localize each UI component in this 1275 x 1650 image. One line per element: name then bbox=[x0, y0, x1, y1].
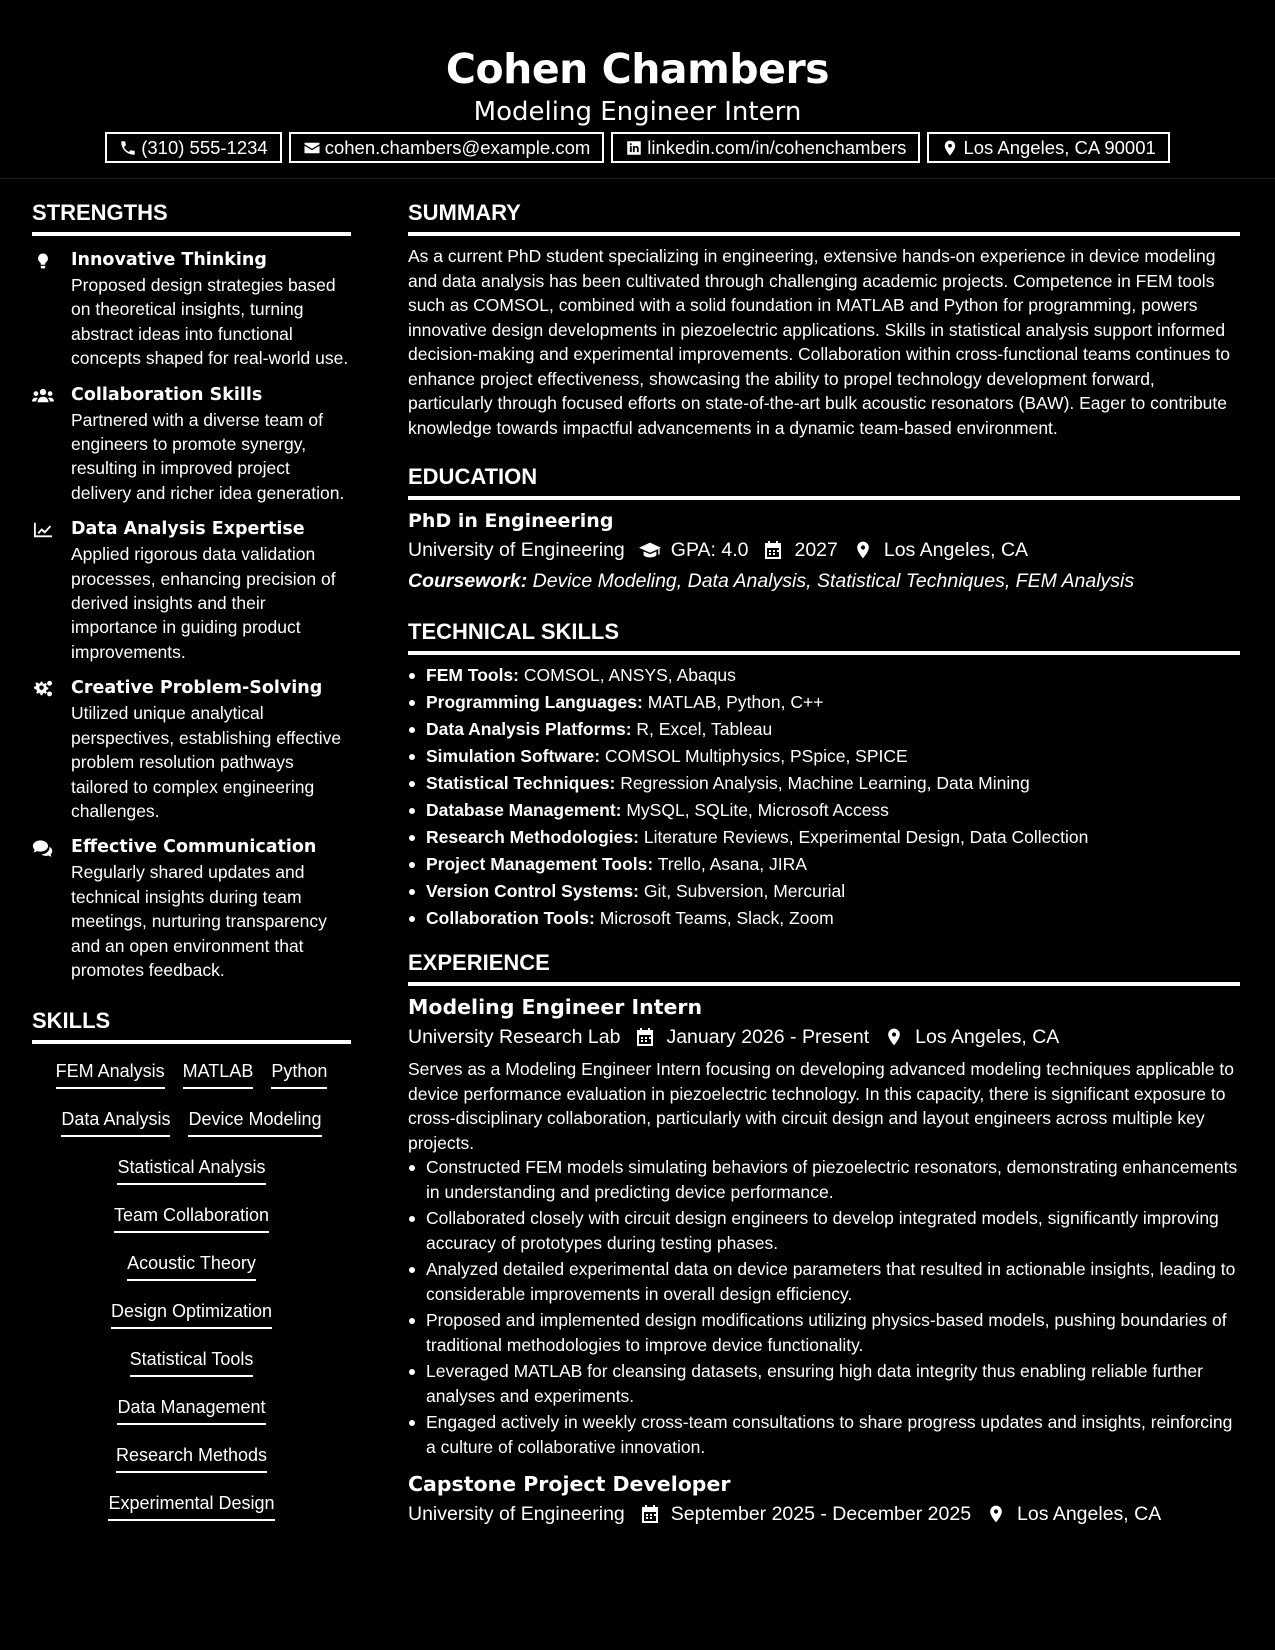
job-title: Modeling Engineer Intern bbox=[408, 995, 703, 1019]
strength-description: Regularly shared updates and technical insights during team meetings, nurturing transparency and an open environment that promotes feedback. bbox=[71, 862, 327, 980]
skills-heading: SKILLS bbox=[32, 1003, 351, 1044]
strength-item bbox=[32, 383, 351, 506]
resume-header bbox=[0, 0, 1275, 179]
right-column bbox=[408, 195, 1240, 1529]
strength-title: Creative Problem-Solving bbox=[71, 678, 323, 699]
candidate-name: Cohen Chambers bbox=[445, 45, 830, 93]
skill-category: FEM Tools: bbox=[426, 665, 519, 685]
skill-values: Git, Subversion, Mercurial bbox=[643, 881, 846, 901]
skill-chip: Team Collaboration bbox=[114, 1198, 269, 1233]
list-item bbox=[408, 878, 1240, 905]
degree-title: PhD in Engineering bbox=[408, 510, 614, 532]
strength-description: Proposed design strategies based on theoretical insights, turning abstract ideas into functional concepts shaped for real-world use. bbox=[71, 275, 349, 369]
skill-chip: Statistical Tools bbox=[130, 1342, 254, 1377]
skill-category: Collaboration Tools: bbox=[426, 908, 595, 928]
job-location: Los Angeles, CA bbox=[1017, 1503, 1162, 1525]
skill-category: Research Methodologies: bbox=[426, 827, 639, 847]
job-dates: September 2025 - December 2025 bbox=[670, 1503, 972, 1525]
strength-item bbox=[32, 835, 351, 982]
job-title: Capstone Project Developer bbox=[408, 1472, 731, 1496]
strength-description: Applied rigorous data validation processes, enhancing precision of derived insights and their importance in guiding product improvements. bbox=[71, 544, 336, 662]
education-location: Los Angeles, CA bbox=[883, 539, 1029, 561]
linkedin-icon bbox=[625, 139, 643, 157]
technical-skills-heading: TECHNICAL SKILLS bbox=[408, 614, 1240, 655]
list-item: Analyzed detailed experimental data on device parameters that resulted in actionable insights, leading to considerable improvements in overall design efficiency. bbox=[408, 1257, 1240, 1306]
list-item bbox=[408, 689, 1240, 716]
calendar-icon bbox=[762, 540, 784, 560]
job-entry bbox=[408, 992, 1240, 1459]
strength-title: Data Analysis Expertise bbox=[71, 519, 305, 540]
job-meta bbox=[408, 1499, 1240, 1529]
skill-chip: Data Management bbox=[117, 1390, 265, 1425]
strength-description: Partnered with a diverse team of engineers to promote synergy, resulting in improved project delivery and richer idea generation. bbox=[71, 409, 345, 503]
skill-category: Simulation Software: bbox=[426, 746, 601, 766]
technical-skills-list bbox=[408, 662, 1240, 932]
contact-email[interactable] bbox=[289, 132, 605, 163]
contact-location[interactable] bbox=[927, 132, 1169, 163]
list-item bbox=[408, 824, 1240, 851]
school-name: University of Engineering bbox=[408, 539, 625, 561]
coursework-list: Device Modeling, Data Analysis, Statistical Techniques, FEM Analysis bbox=[532, 570, 1135, 592]
calendar-icon bbox=[634, 1027, 656, 1047]
list-item: Collaborated closely with circuit design engineers to develop integrated models, significantly improving accuracy of prototypes during testing phases. bbox=[408, 1206, 1240, 1255]
list-item bbox=[408, 662, 1240, 689]
gears-icon bbox=[32, 680, 54, 698]
job-entry bbox=[408, 1469, 1240, 1529]
job-organization: University of Engineering bbox=[408, 1503, 625, 1525]
strength-item bbox=[32, 248, 351, 371]
list-item: Constructed FEM models simulating behaviors of piezoelectric resonators, demonstrating enhancements in understanding and predicting device performance. bbox=[408, 1155, 1240, 1204]
strengths-heading: STRENGTHS bbox=[32, 195, 351, 236]
skill-chips bbox=[32, 1054, 351, 1534]
summary-section bbox=[408, 195, 1240, 440]
job-description: Serves as a Modeling Engineer Intern focusing on developing advanced modeling techniques applicable to device performance evaluation in piezoelectric technology. In this capacity, there is significant exposure to cross-disciplinary collaboration, particularly with circuit design and layout engineers across multiple key projects. bbox=[408, 1059, 1234, 1153]
skill-values: R, Excel, Tableau bbox=[636, 719, 773, 739]
graduation-cap-icon bbox=[639, 540, 661, 560]
contact-phone-text: (310) 555-1234 bbox=[141, 136, 268, 158]
skill-chip: Design Optimization bbox=[111, 1294, 272, 1329]
strength-title: Effective Communication bbox=[71, 837, 317, 858]
skill-category: Database Management: bbox=[426, 800, 622, 820]
coursework-label: Coursework: bbox=[408, 570, 528, 592]
skill-category: Data Analysis Platforms: bbox=[426, 719, 632, 739]
list-item bbox=[408, 905, 1240, 932]
contact-bar bbox=[0, 132, 1275, 163]
skill-values: MySQL, SQLite, Microsoft Access bbox=[626, 800, 889, 820]
graduation-year: 2027 bbox=[794, 539, 838, 561]
list-item bbox=[408, 851, 1240, 878]
job-organization: University Research Lab bbox=[408, 1026, 621, 1048]
line-chart-icon bbox=[32, 521, 54, 539]
calendar-icon bbox=[639, 1504, 661, 1524]
list-item: Proposed and implemented design modifications utilizing physics-based models, pushing boundaries of traditional methodologies to improve device functionality. bbox=[408, 1308, 1240, 1357]
skill-category: Project Management Tools: bbox=[426, 854, 654, 874]
job-location: Los Angeles, CA bbox=[915, 1026, 1060, 1048]
job-meta bbox=[408, 1022, 1240, 1052]
skill-chip: FEM Analysis bbox=[56, 1054, 165, 1089]
skill-category: Version Control Systems: bbox=[426, 881, 639, 901]
phone-icon bbox=[119, 139, 137, 157]
strength-description: Utilized unique analytical perspectives, establishing effective problem resolution pathways tailored to complex engineering challenges. bbox=[71, 703, 342, 821]
users-icon bbox=[32, 387, 54, 405]
summary-text: As a current PhD student specializing in engineering, extensive hands-on experience in device modeling and data analysis has been cultivated through challenging academic projects. Competence in FEM tools such as COMSOL, combined with a solid foundation in MATLAB and Python for programming, powers innovative design developments in piezoelectric applications. Skills in statistical analysis support informed decision-making and experimental improvements. Collaboration within cross-functional teams continues to enhance project effectiveness, showcasing the ability to propel technology development forward, particularly through focused efforts on state-of-the-art bulk acoustic resonators (BAW). Eager to contribute knowledge towards impactful advancements in a dynamic team-based environment. bbox=[408, 246, 1230, 438]
skill-values: COMSOL Multiphysics, PSpice, SPICE bbox=[604, 746, 908, 766]
list-item: Engaged actively in weekly cross-team consultations to share progress updates and insights, reinforcing a culture of collaborative innovation. bbox=[408, 1410, 1240, 1459]
experience-heading: EXPERIENCE bbox=[408, 945, 1240, 986]
experience-section bbox=[408, 945, 1240, 1529]
list-item bbox=[408, 716, 1240, 743]
strengths-section bbox=[32, 195, 351, 982]
strength-item bbox=[32, 676, 351, 823]
contact-phone[interactable] bbox=[105, 132, 282, 163]
skill-chip: Research Methods bbox=[116, 1438, 267, 1473]
job-dates: January 2026 - Present bbox=[666, 1026, 870, 1048]
contact-linkedin-text: linkedin.com/in/cohenchambers bbox=[647, 136, 907, 158]
skill-category: Statistical Techniques: bbox=[426, 773, 616, 793]
skill-chip: MATLAB bbox=[183, 1054, 254, 1089]
left-column bbox=[32, 195, 351, 1534]
skill-values: Regression Analysis, Machine Learning, Data Mining bbox=[620, 773, 1030, 793]
education-heading: EDUCATION bbox=[408, 459, 1240, 500]
list-item: Leveraged MATLAB for cleansing datasets, ensuring high data integrity thus enabling reliable further analyses and experiments. bbox=[408, 1359, 1240, 1408]
technical-skills-section bbox=[408, 614, 1240, 932]
skill-values: MATLAB, Python, C++ bbox=[647, 692, 824, 712]
comments-icon bbox=[32, 839, 54, 857]
map-pin-icon bbox=[941, 139, 959, 157]
skill-chip: Acoustic Theory bbox=[127, 1246, 256, 1281]
skill-category: Programming Languages: bbox=[426, 692, 643, 712]
strength-title: Innovative Thinking bbox=[71, 250, 267, 270]
skills-section bbox=[32, 1003, 351, 1534]
coursework bbox=[408, 566, 1240, 596]
skill-chip: Statistical Analysis bbox=[117, 1150, 265, 1185]
strength-item bbox=[32, 517, 351, 664]
list-item bbox=[408, 743, 1240, 770]
map-pin-icon bbox=[985, 1504, 1007, 1524]
skill-chip: Data Analysis bbox=[61, 1102, 170, 1137]
skill-values: Microsoft Teams, Slack, Zoom bbox=[599, 908, 834, 928]
skill-chip: Experimental Design bbox=[108, 1486, 274, 1521]
gpa: GPA: 4.0 bbox=[670, 539, 749, 561]
contact-email-text: cohen.chambers@example.com bbox=[324, 136, 591, 158]
map-pin-icon bbox=[883, 1027, 905, 1047]
envelope-icon bbox=[303, 139, 321, 157]
lightbulb-icon bbox=[32, 252, 54, 270]
map-pin-icon bbox=[852, 540, 874, 560]
skill-values: Trello, Asana, JIRA bbox=[657, 854, 807, 874]
candidate-title: Modeling Engineer Intern bbox=[473, 97, 802, 127]
contact-location-text: Los Angeles, CA 90001 bbox=[963, 136, 1156, 158]
strength-title: Collaboration Skills bbox=[71, 384, 263, 405]
skill-values: Literature Reviews, Experimental Design, Data Collection bbox=[643, 827, 1089, 847]
skill-chip: Python bbox=[271, 1054, 327, 1089]
job-achievements bbox=[408, 1155, 1240, 1459]
contact-linkedin[interactable] bbox=[611, 132, 920, 163]
list-item bbox=[408, 797, 1240, 824]
skill-chip: Device Modeling bbox=[188, 1102, 321, 1137]
summary-heading: SUMMARY bbox=[408, 195, 1240, 236]
skill-values: COMSOL, ANSYS, Abaqus bbox=[523, 665, 736, 685]
education-section bbox=[408, 459, 1240, 596]
list-item bbox=[408, 770, 1240, 797]
education-meta bbox=[408, 535, 1240, 565]
